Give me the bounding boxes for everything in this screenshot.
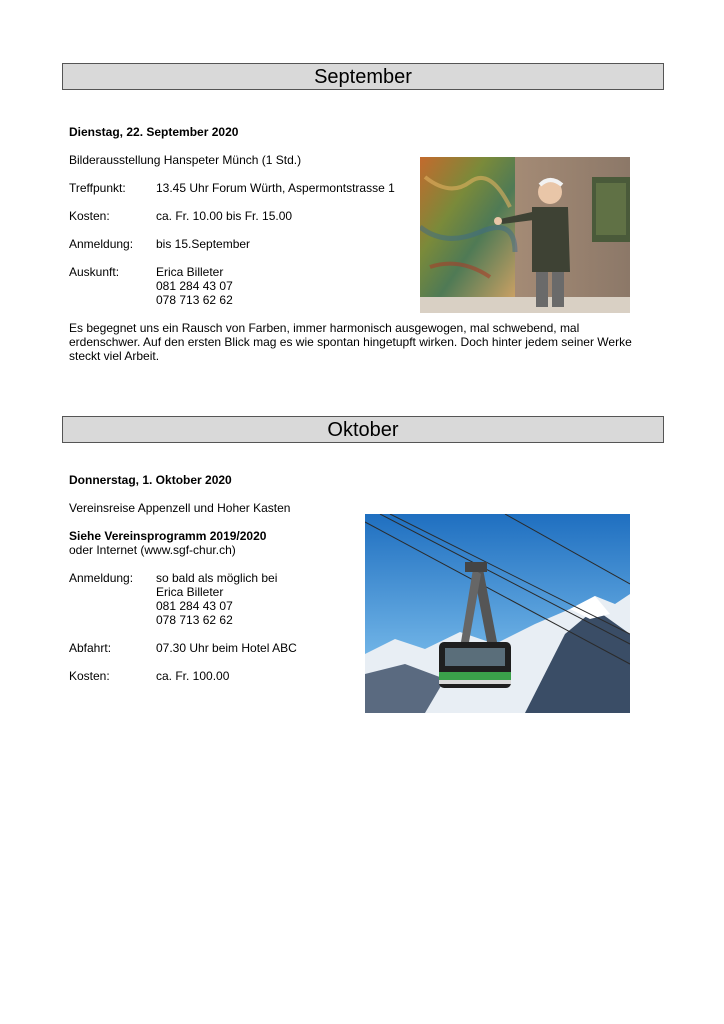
september-date: Dienstag, 22. September 2020 [69,125,239,139]
meeting-point-value: 13.45 Uhr Forum Würth, Aspermontstrasse 1 [156,181,395,195]
oktober-cost-label: Kosten: [69,669,110,683]
departure-value: 07.30 Uhr beim Hotel ABC [156,641,297,655]
info-phone-2: 078 713 62 62 [156,293,233,307]
oktober-event-title: Vereinsreise Appenzell und Hoher Kasten [69,501,291,515]
oktober-registration-line-3: 081 284 43 07 [156,599,233,613]
exhibition-photo [420,157,630,313]
internet-reference: oder Internet (www.sgf-chur.ch) [69,543,236,557]
oktober-cost-value: ca. Fr. 100.00 [156,669,230,683]
september-description [69,321,659,363]
september-cost-label: Kosten: [69,209,110,223]
september-cost-value: ca. Fr. 10.00 bis Fr. 15.00 [156,209,293,223]
description-line-1: Es begegnet uns ein Rausch von Farben, immer harmonisch ausgewogen, mal schwebend, mal [69,321,580,335]
oktober-registration-label: Anmeldung: [69,571,134,585]
meeting-point-label: Treffpunkt: [69,181,126,195]
description-line-2: erdenschwer. Auf den ersten Blick mag es wie spontan hingetupft wirken. Doch hinter jedem seiner Werke [69,335,632,349]
oktober-registration-line-1: so bald als möglich bei [156,571,278,585]
september-event-title: Bilderausstellung Hanspeter Münch (1 Std.) [69,153,302,167]
cable-car-photo [365,514,630,713]
info-phone-1: 081 284 43 07 [156,279,233,293]
oktober-registration-line-2: Erica Billeter [156,585,224,599]
oktober-heading: Oktober [62,416,664,443]
info-contact-name: Erica Billeter [156,265,224,279]
description-line-3: steckt viel Arbeit. [69,349,160,363]
program-reference: Siehe Vereinsprogramm 2019/2020 [69,529,267,543]
oktober-date: Donnerstag, 1. Oktober 2020 [69,473,232,487]
departure-label: Abfahrt: [69,641,112,655]
september-heading: September [62,63,664,90]
info-label: Auskunft: [69,265,120,279]
september-registration-label: Anmeldung: [69,237,134,251]
september-registration-value: bis 15.September [156,237,251,251]
oktober-registration-line-4: 078 713 62 62 [156,613,233,627]
